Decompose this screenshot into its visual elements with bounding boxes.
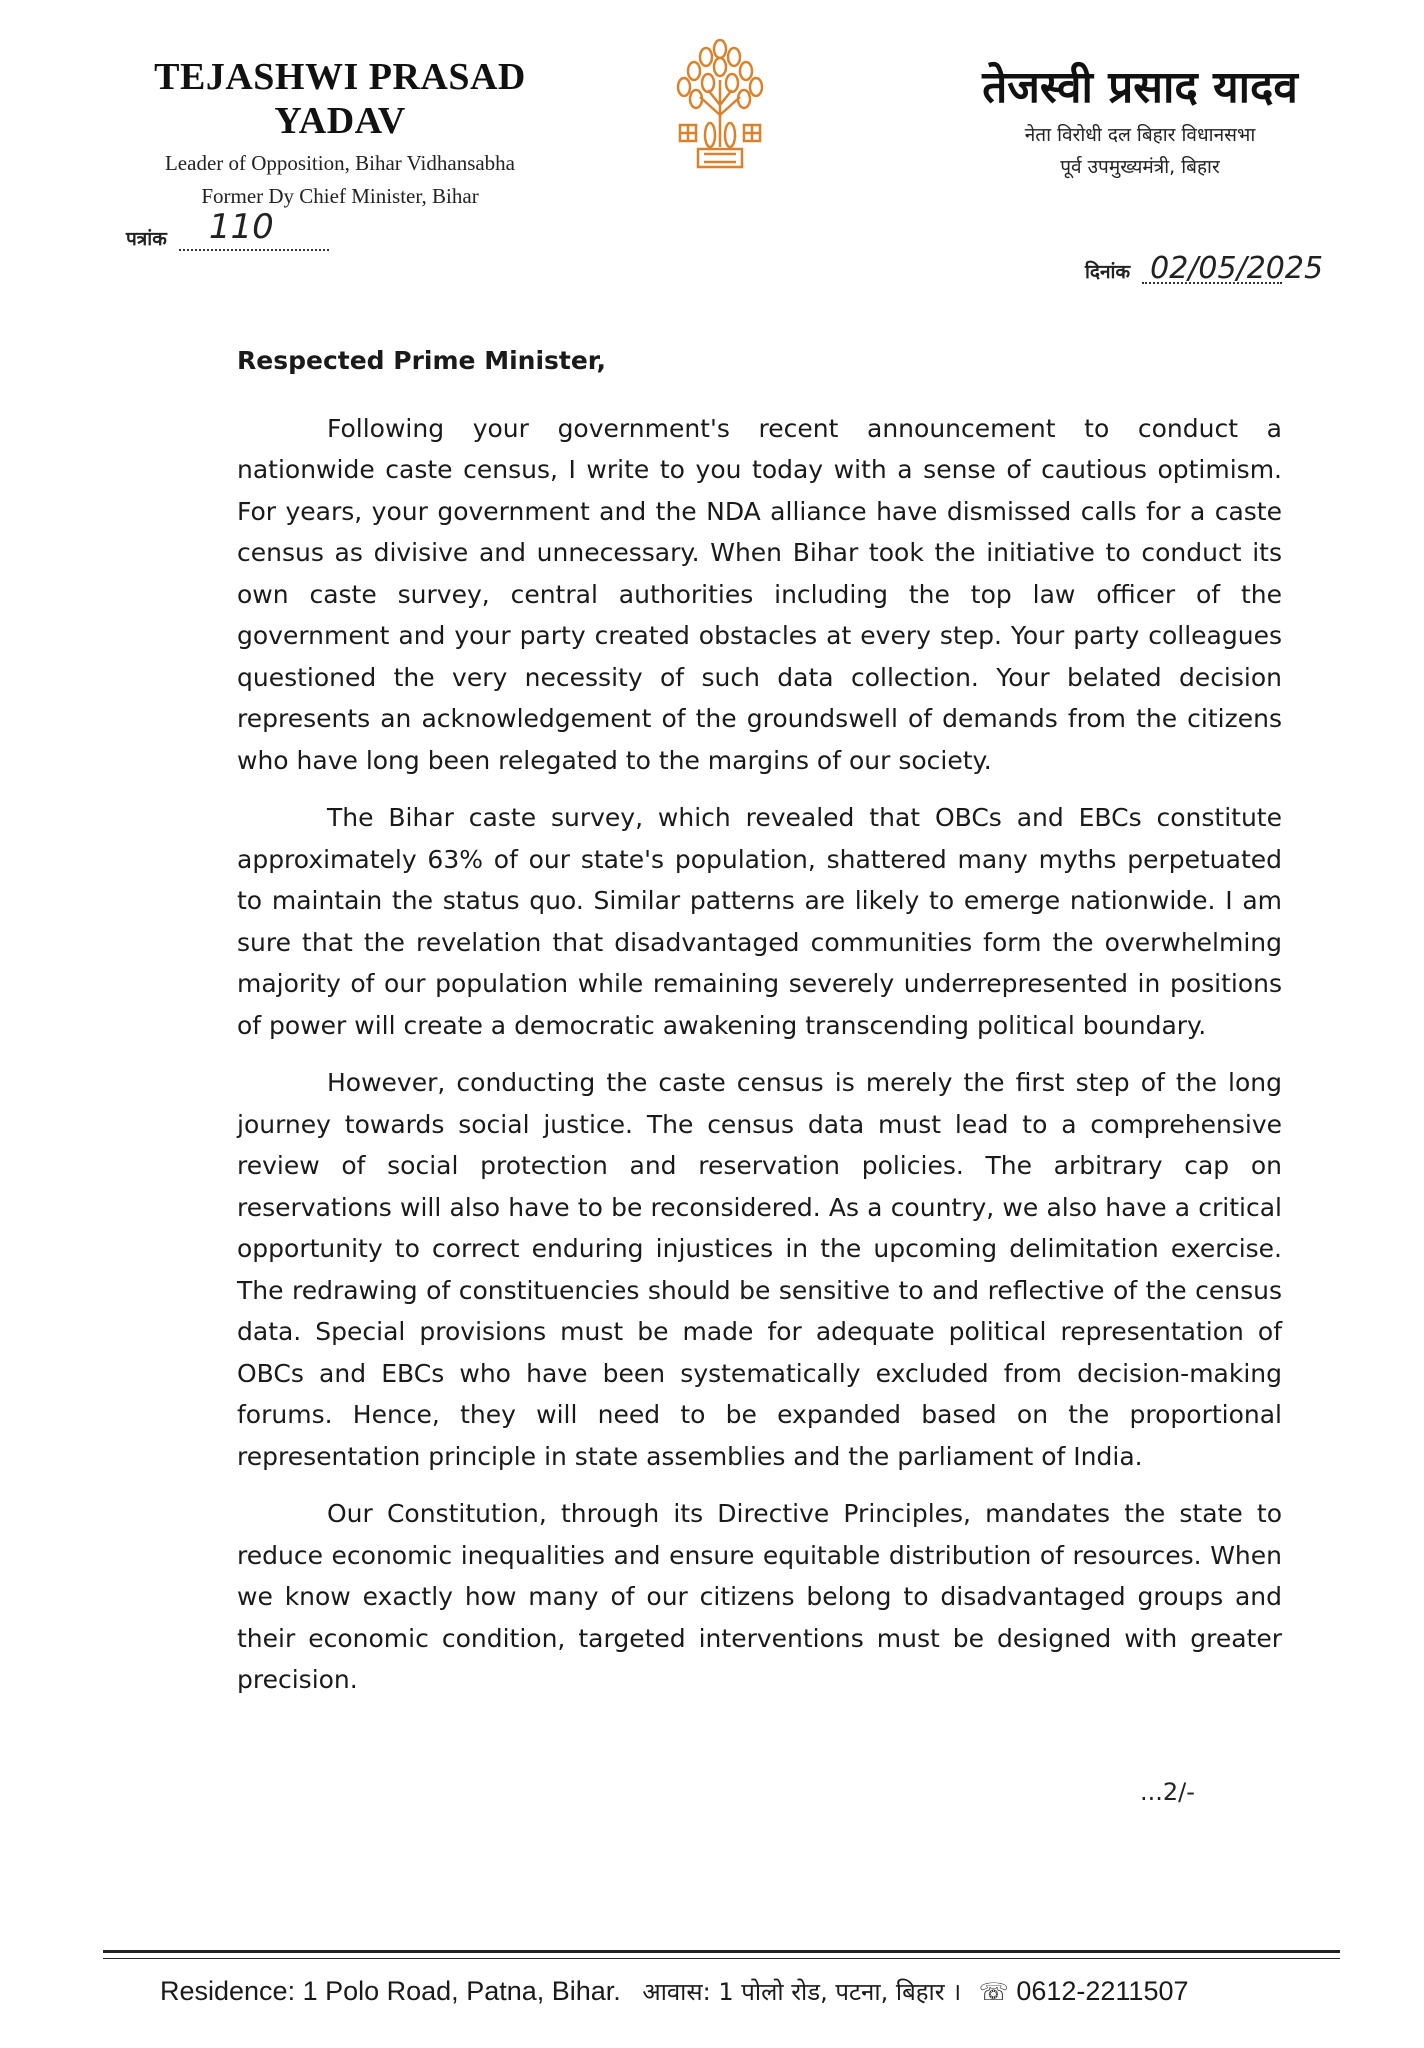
sender-title-hindi: नेता विरोधी दल बिहार विधानसभा: [1024, 124, 1256, 146]
footer-address: [160, 1975, 1310, 2008]
page-continuation: ...2/-: [1140, 1778, 1195, 1806]
reference-label: पत्रांक: [126, 228, 167, 250]
footer-divider-thin: [103, 1958, 1340, 1959]
residence-address-hindi: आवास: 1 पोलो रोड, पटना, बिहार ।: [642, 1978, 962, 2006]
sender-title-english: Leader of Opposition, Bihar Vidhansabha: [164, 151, 516, 175]
reference-value: 110: [208, 207, 274, 247]
paragraph-2: The Bihar caste survey, which revealed that OBCs and EBCs constitute approximately 63% of our state's population, shattered many myths perpetuated to maintain the status quo. Similar patterns are likely to emerge nationwide. I am sure that the revelation that disadvantaged communities form the overwhelming majority of our population while remaining severely underrepresented in positions of power will create a democratic awakening transcending political boundary.: [237, 803, 1282, 1040]
footer-divider-thick: [103, 1950, 1340, 1953]
letter-date: [1085, 251, 1324, 286]
date-value: 02/05/2025: [1150, 251, 1324, 286]
phone-icon: ☏: [978, 1978, 1009, 2006]
paragraph-1: Following your government's recent announcement to conduct a nationwide caste census, I write to you today with a sense of cautious optimism. For years, your government and the NDA alliance have dismissed calls for a caste census as divisive and unnecessary. When Bihar took the initiative to conduct its own caste survey, central authorities including the top law officer of the government and your party created obstacles at every step. Your party colleagues questioned the very necessity of such data collection. Your belated decision represents an acknowledgement of the groundswell of demands from the citizens who have long been relegated to the margins of our society.: [237, 413, 1282, 775]
residence-address-english: Residence: 1 Polo Road, Patna, Bihar.: [160, 1976, 621, 2006]
paragraph-3: However, conducting the caste census is merely the first step of the long journey towards social justice. The census data must lead to a comprehensive review of social protection and reservation policies. The arbitrary cap on reservations will also have to be reconsidered. As a country, we also have a critical opportunity to correct enduring injustices in the upcoming delimitation exercise. The redrawing of constituencies should be sensitive to and reflective of the census data. Special provisions must be made for adequate political representation of OBCs and EBCs who have been systematically excluded from decision-making forums. Hence, they will need to be expanded based on the proportional representation principle in state assemblies and the parliament of India.: [237, 1068, 1282, 1471]
party-emblem-icon: [660, 35, 780, 175]
phone-number: 0612-2211507: [1016, 1976, 1189, 2006]
letterhead-english: [90, 55, 590, 209]
date-label: दिनांक: [1085, 261, 1131, 283]
sender-name-english: TEJASHWI PRASAD YADAV: [154, 56, 526, 142]
sender-name-hindi: तेजस्वी प्रसाद यादव: [982, 62, 1298, 113]
salutation: Respected Prime Minister,: [237, 346, 606, 375]
date-field: [1142, 251, 1324, 286]
paragraph-4: Our Constitution, through its Directive Principles, mandates the state to reduce economic inequalities and ensure equitable distribution of resources. When we know exactly how many of our citizens belong to disadvantaged groups and their economic condition, targeted interventions must be designed with greater precision.: [237, 1499, 1282, 1694]
letter-body: [237, 340, 1282, 1717]
sender-former-title-english: Former Dy Chief Minister, Bihar: [201, 184, 479, 208]
reference-field: [179, 207, 329, 251]
reference-number: [126, 207, 329, 251]
letterhead-hindi: [930, 55, 1350, 179]
sender-former-title-hindi: पूर्व उपमुख्यमंत्री, बिहार: [1060, 156, 1220, 178]
